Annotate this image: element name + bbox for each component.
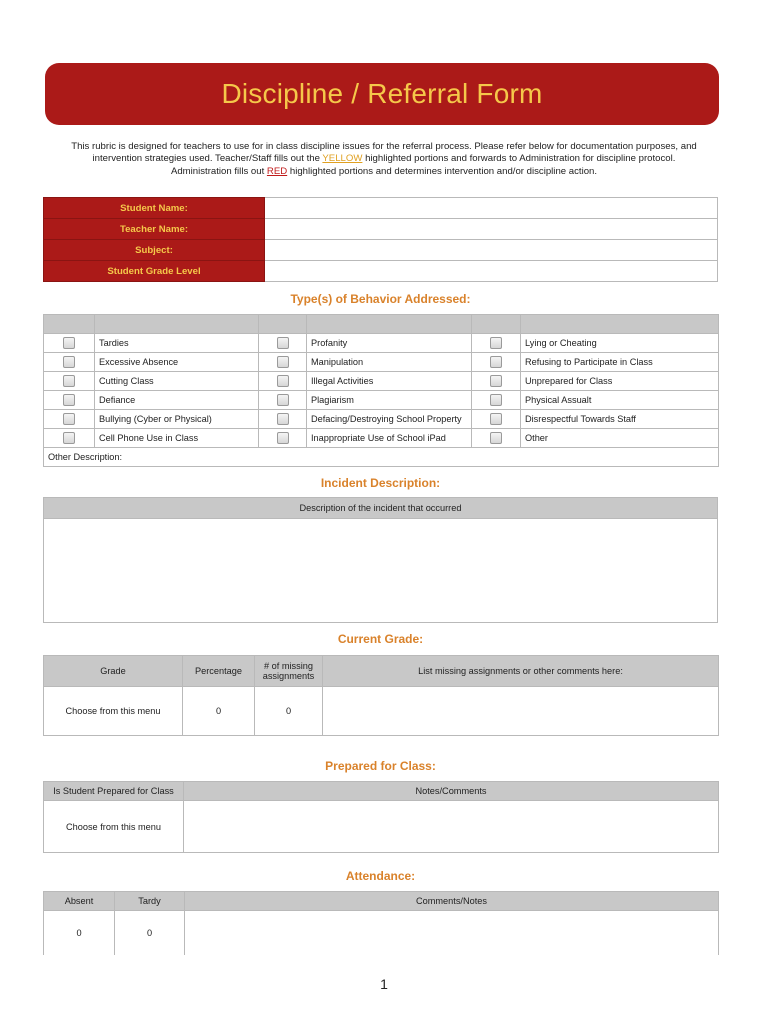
behavior-label: Bullying (Cyber or Physical): [95, 410, 259, 429]
behavior-table: [43, 314, 719, 467]
grade-table: [43, 655, 719, 736]
behavior-label: Disrespectful Towards Staff: [521, 410, 719, 429]
behavior-label: Other: [521, 429, 719, 448]
page-number: 1: [380, 976, 388, 992]
tardy-header: Tardy: [115, 892, 185, 911]
behavior-label: Profanity: [307, 334, 472, 353]
grade-select[interactable]: Choose from this menu: [44, 687, 183, 736]
teacher-name-field[interactable]: [265, 219, 718, 240]
behavior-row: [44, 372, 719, 391]
grade-level-label: Student Grade Level: [44, 261, 265, 282]
page-title: Discipline / Referral Form: [221, 78, 543, 109]
grade-comments-field[interactable]: [323, 687, 719, 736]
title-banner: [45, 63, 719, 125]
behavior-section-title: Type(s) of Behavior Addressed:: [290, 292, 471, 306]
missing-assignments-header: # of missing assignments: [255, 656, 323, 687]
behavior-row: [44, 353, 719, 372]
absent-header: Absent: [44, 892, 115, 911]
behavior-checkbox[interactable]: [63, 432, 75, 444]
percentage-header: Percentage: [183, 656, 255, 687]
attendance-section-title: Attendance:: [345, 869, 416, 883]
other-description-row: [44, 448, 719, 467]
behavior-row: [44, 334, 719, 353]
behavior-label: Physical Assualt: [521, 391, 719, 410]
grade-section-title: Current Grade:: [337, 632, 424, 646]
behavior-label: Defiance: [95, 391, 259, 410]
behavior-checkbox[interactable]: [490, 337, 502, 349]
grade-level-field[interactable]: [265, 261, 718, 282]
attendance-notes-field[interactable]: [185, 911, 719, 956]
percentage-value[interactable]: 0: [183, 687, 255, 736]
behavior-checkbox[interactable]: [277, 413, 289, 425]
behavior-checkbox[interactable]: [490, 394, 502, 406]
behavior-checkbox[interactable]: [63, 413, 75, 425]
behavior-label: Tardies: [95, 334, 259, 353]
grade-header: Grade: [44, 656, 183, 687]
incident-table: [43, 497, 718, 623]
comments-header: List missing assignments or other comments here:: [323, 656, 719, 687]
behavior-label: Lying or Cheating: [521, 334, 719, 353]
behavior-checkbox[interactable]: [277, 432, 289, 444]
tardy-value[interactable]: 0: [115, 911, 185, 956]
student-info-table: [43, 197, 718, 282]
incident-description-field[interactable]: [44, 519, 718, 623]
missing-assignments-value[interactable]: 0: [255, 687, 323, 736]
student-name-label: Student Name:: [44, 198, 265, 219]
behavior-checkbox[interactable]: [63, 356, 75, 368]
incident-section-title: Incident Description:: [320, 476, 441, 490]
behavior-label: Plagiarism: [307, 391, 472, 410]
info-row: [44, 240, 718, 261]
behavior-label: Refusing to Participate in Class: [521, 353, 719, 372]
student-name-field[interactable]: [265, 198, 718, 219]
prepared-notes-field[interactable]: [184, 801, 719, 853]
teacher-name-label: Teacher Name:: [44, 219, 265, 240]
behavior-label: Manipulation: [307, 353, 472, 372]
prepared-header: Is Student Prepared for Class: [44, 782, 184, 801]
behavior-label: Cutting Class: [95, 372, 259, 391]
attendance-notes-header: Comments/Notes: [185, 892, 719, 911]
yellow-highlight-word: YELLOW: [322, 153, 363, 165]
prepared-table: [43, 781, 719, 853]
behavior-label: Inappropriate Use of School iPad: [307, 429, 472, 448]
attendance-table: [43, 891, 719, 955]
behavior-row: [44, 391, 719, 410]
behavior-checkbox[interactable]: [277, 337, 289, 349]
behavior-checkbox[interactable]: [277, 356, 289, 368]
behavior-checkbox[interactable]: [490, 375, 502, 387]
prepared-section-title: Prepared for Class:: [325, 759, 436, 773]
absent-value[interactable]: 0: [44, 911, 115, 956]
behavior-checkbox[interactable]: [490, 432, 502, 444]
behavior-checkbox[interactable]: [63, 375, 75, 387]
subject-label: Subject:: [44, 240, 265, 261]
subject-field[interactable]: [265, 240, 718, 261]
red-highlight-word: RED: [266, 165, 288, 177]
behavior-label: Unprepared for Class: [521, 372, 719, 391]
behavior-label: Excessive Absence: [95, 353, 259, 372]
incident-header: Description of the incident that occurred: [44, 498, 718, 519]
behavior-checkbox[interactable]: [63, 394, 75, 406]
info-row: [44, 219, 718, 240]
behavior-label: Cell Phone Use in Class: [95, 429, 259, 448]
behavior-row: [44, 429, 719, 448]
behavior-row: [44, 410, 719, 429]
behavior-header-row: [44, 315, 719, 334]
behavior-label: Defacing/Destroying School Property: [307, 410, 472, 429]
prepared-notes-header: Notes/Comments: [184, 782, 719, 801]
behavior-checkbox[interactable]: [277, 394, 289, 406]
behavior-checkbox[interactable]: [277, 375, 289, 387]
info-row: [44, 198, 718, 219]
intro-text: This rubric is designed for teachers to use for in class discipline issues for the referral process. Please refer below for documentation purposes, and intervention strategies used. Teacher/Staff fills out the YELLOW highlighted portions and forwards to Administration for discipline protocol. Administration fills out RED highlighted portions and determines intervention and/or discipline action.: [71, 141, 697, 177]
other-description-field[interactable]: Other Description:: [44, 448, 719, 467]
behavior-checkbox[interactable]: [490, 413, 502, 425]
prepared-select[interactable]: Choose from this menu: [44, 801, 184, 853]
behavior-label: Illegal Activities: [307, 372, 472, 391]
behavior-checkbox[interactable]: [490, 356, 502, 368]
info-row: [44, 261, 718, 282]
behavior-checkbox[interactable]: [63, 337, 75, 349]
